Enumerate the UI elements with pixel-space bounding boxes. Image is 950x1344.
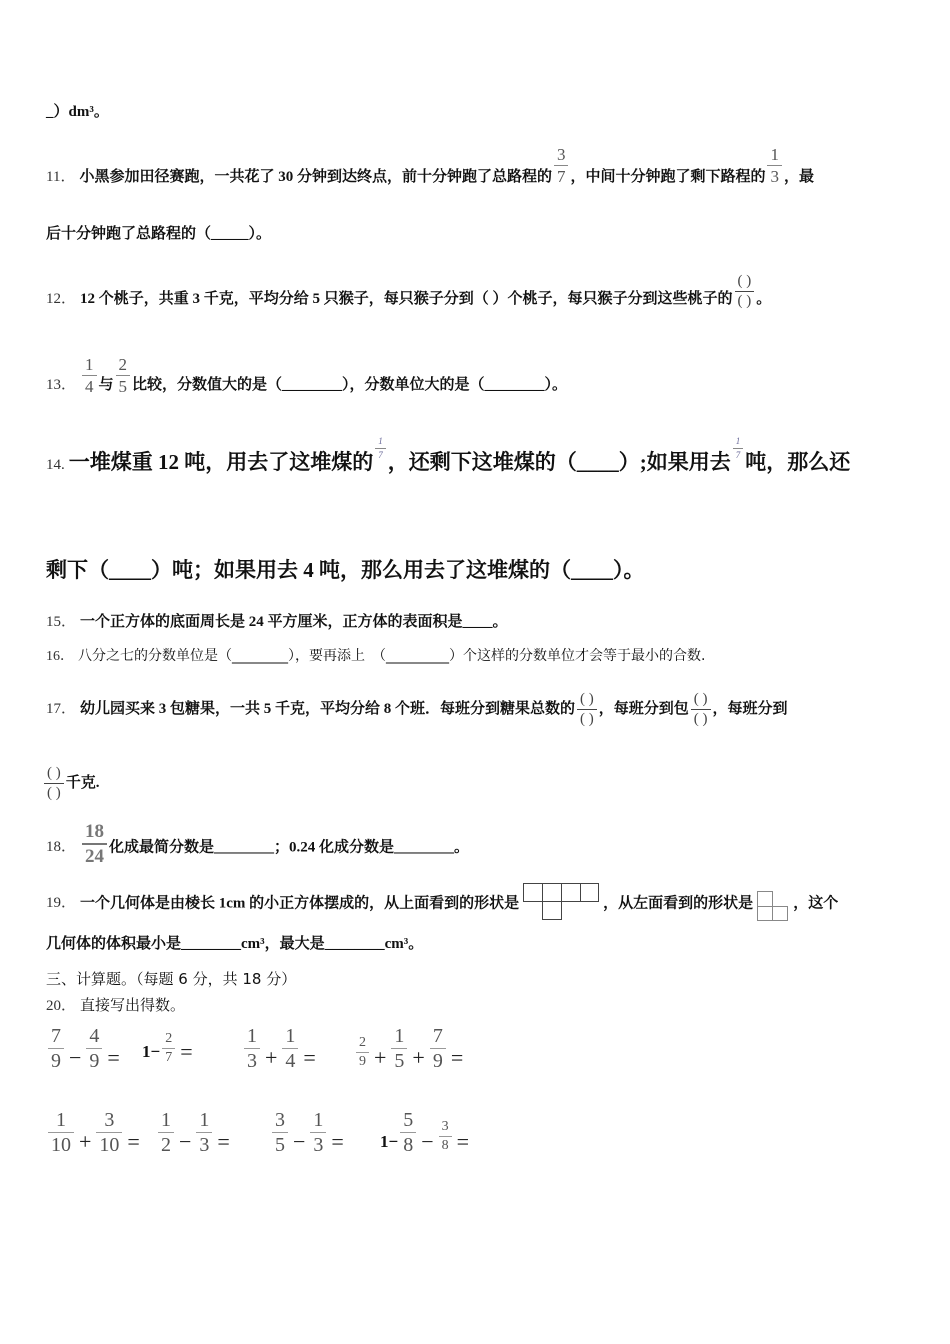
question-number: 19． xyxy=(46,895,77,912)
q14-text-2: ，还剩下这堆煤的（____）;如果用去 xyxy=(387,450,731,474)
equals: = xyxy=(217,1129,230,1154)
fraction-1-7: $\frac{1}{7}$ xyxy=(733,437,744,460)
top-fragment-text: _）dm³。 xyxy=(46,104,109,120)
fraction-3-7: $\frac{3}{7}$ xyxy=(554,146,569,185)
q18-text: 化成最简分数是________；0.24 化成分数是________。 xyxy=(109,839,470,856)
calc-item-8 xyxy=(380,1110,472,1155)
top-view-shape-icon xyxy=(523,883,599,921)
question-18 xyxy=(46,821,470,870)
operator: + xyxy=(412,1045,425,1070)
calc-item-2 xyxy=(142,1032,196,1065)
blank-fraction[interactable]: $\frac{( )}{( )}$ xyxy=(577,692,597,727)
q15-text: 一个正方体的底面周长是 24 平方厘米，正方体的表面积是____。 xyxy=(80,614,508,630)
q11-text-2: ，中间十分钟跑了剩下路程的 xyxy=(570,168,766,185)
fraction: $\frac{3}{8}$ xyxy=(439,1120,452,1153)
question-20 xyxy=(46,994,185,1015)
q11-text-3: ，最 xyxy=(783,168,814,185)
question-19-line-2 xyxy=(46,934,423,954)
calc-item-5 xyxy=(46,1110,143,1155)
calc-item-1 xyxy=(46,1026,123,1071)
q11-text-1: 小黑参加田径赛跑，一共花了 30 分钟到达终点，前十分钟跑了总路程的 xyxy=(79,168,552,185)
question-17-line-2 xyxy=(44,766,100,801)
q19-line2: 几何体的体积最小是________cm³，最大是________cm³。 xyxy=(46,936,424,952)
fraction: $\frac{1}{3}$ xyxy=(196,1110,212,1155)
question-number: 15． xyxy=(46,614,77,630)
fraction: $\frac{1}{4}$ xyxy=(282,1026,298,1071)
fraction: $\frac{1}{3}$ xyxy=(244,1026,260,1071)
fraction: $\frac{1}{5}$ xyxy=(391,1026,407,1071)
operator: − xyxy=(69,1045,82,1070)
question-number: 14. xyxy=(46,457,65,473)
operator: − xyxy=(179,1129,192,1154)
fraction: $\frac{7}{9}$ xyxy=(48,1026,64,1071)
fraction: $\frac{3}{10}$ xyxy=(96,1110,122,1155)
q12-text-2: 。 xyxy=(756,290,772,307)
q19-text-1: 一个几何体是由棱长 1cm 的小正方体摆成的，从上面看到的形状是 xyxy=(80,895,520,912)
blank-fraction[interactable]: $\frac{( )}{( )}$ xyxy=(735,274,755,309)
question-19 xyxy=(46,885,838,923)
q17-text-2: ，每班分到包 xyxy=(598,700,689,717)
equals: = xyxy=(107,1045,120,1070)
fraction-18-24: $\frac{18}{24}$ xyxy=(82,822,107,866)
equals: = xyxy=(450,1045,464,1070)
q14-line2: 剩下（____）吨；如果用去 4 吨，那么用去了这堆煤的（____）。 xyxy=(46,558,645,582)
fraction: $\frac{1}{3}$ xyxy=(310,1110,326,1155)
q17-text-3: ，每班分到 xyxy=(712,700,788,717)
calc-item-3 xyxy=(242,1026,319,1071)
leading-term: 1− xyxy=(142,1042,161,1061)
question-number: 12． xyxy=(46,290,77,307)
equals: = xyxy=(456,1129,470,1154)
question-number: 16． xyxy=(46,649,74,664)
question-11 xyxy=(46,145,814,197)
equals: = xyxy=(303,1045,316,1070)
q12-text-1: 12 个桃子，共重 3 千克，平均分给 5 只猴子，每只猴子分到（ ）个桃子，每只猴子分到这些桃子的 xyxy=(80,290,733,307)
equals: = xyxy=(331,1129,344,1154)
q19-text-3: ，这个 xyxy=(793,895,839,912)
fraction-1-4: $\frac{1}{4}$ xyxy=(82,356,97,395)
fraction: $\frac{1}{10}$ xyxy=(48,1110,74,1155)
question-number: 11． xyxy=(46,168,76,185)
question-number: 13． xyxy=(46,376,77,393)
fraction: $\frac{7}{9}$ xyxy=(430,1026,446,1071)
leading-term: 1− xyxy=(380,1132,399,1151)
blank-fraction[interactable]: $\frac{( )}{( )}$ xyxy=(691,692,711,727)
question-16 xyxy=(46,646,705,667)
calc-item-4 xyxy=(354,1026,466,1071)
question-11-line-2 xyxy=(46,224,271,244)
q11-line2: 后十分钟跑了总路程的（_____）。 xyxy=(46,226,272,242)
operator: + xyxy=(374,1045,387,1070)
fraction-1-7: $\frac{1}{7}$ xyxy=(375,437,386,460)
equals: = xyxy=(127,1129,140,1154)
top-fragment xyxy=(46,102,109,122)
q17-line2: 千克. xyxy=(65,774,100,791)
operator: + xyxy=(79,1129,92,1154)
q14-text-1: 一堆煤重 12 吨，用去了这堆煤的 xyxy=(68,450,374,474)
fraction: $\frac{2}{7}$ xyxy=(162,1032,175,1065)
fraction-1-3: $\frac{1}{3}$ xyxy=(767,146,782,185)
question-number: 18． xyxy=(46,839,77,856)
question-14 xyxy=(46,435,851,476)
q13-text: 比较，分数值大的是（________），分数单位大的是（________）。 xyxy=(132,376,568,393)
fraction: $\frac{4}{9}$ xyxy=(86,1026,102,1071)
equals: = xyxy=(180,1039,193,1064)
fraction-2-5: $\frac{2}{5}$ xyxy=(116,356,131,395)
q16-text: 八分之七的分数单位是（________），要再添上 （_________）个这样的分数单位才会等于最小的合数. xyxy=(78,648,706,664)
operator: − xyxy=(293,1129,306,1154)
calc-item-7 xyxy=(270,1110,347,1155)
fraction: $\frac{5}{8}$ xyxy=(400,1110,416,1155)
operator: − xyxy=(421,1129,434,1154)
question-number: 20． xyxy=(46,998,77,1014)
blank-fraction[interactable]: $\frac{( )}{( )}$ xyxy=(44,766,64,801)
question-17 xyxy=(46,692,788,727)
question-14-line-2 xyxy=(46,560,645,580)
q14-text-3: 吨，那么还 xyxy=(745,450,851,474)
question-15 xyxy=(46,612,508,632)
q17-text-1: 幼儿园买来 3 包糖果，一共 5 千克，平均分给 8 个班．每班分到糖果总数的 xyxy=(80,700,576,717)
fraction: $\frac{2}{9}$ xyxy=(356,1036,369,1069)
fraction: $\frac{3}{5}$ xyxy=(272,1110,288,1155)
q19-text-2: ，从左面看到的形状是 xyxy=(603,895,754,912)
operator: + xyxy=(265,1045,278,1070)
calc-item-6 xyxy=(156,1110,233,1155)
question-13 xyxy=(46,355,568,405)
q13-mid: 与 xyxy=(98,376,114,393)
left-view-shape-icon xyxy=(757,891,789,921)
question-number: 17． xyxy=(46,700,77,717)
section-title: 三、计算题。（每题 6 分，共 18 分） xyxy=(46,970,297,988)
q20-text: 直接写出得数。 xyxy=(80,996,186,1014)
question-12 xyxy=(46,273,772,317)
fraction: $\frac{1}{2}$ xyxy=(158,1110,174,1155)
